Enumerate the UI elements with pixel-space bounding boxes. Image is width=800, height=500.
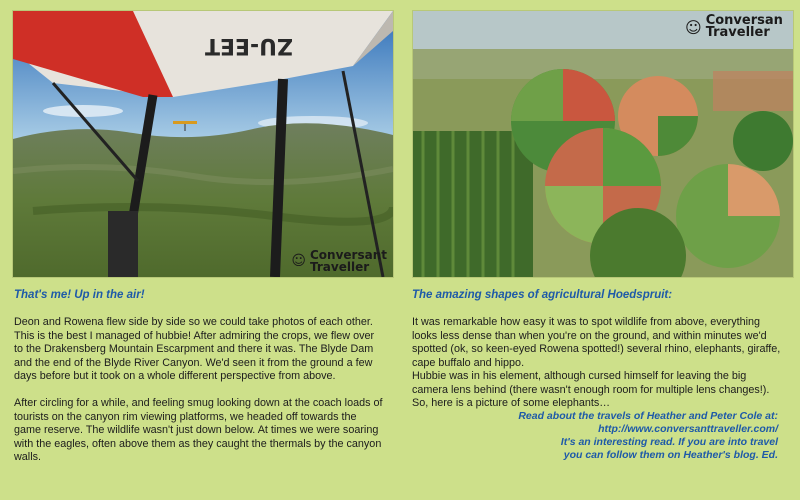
left-paragraph-2: After circling for a while, and feeling smug looking down at the coach loads of tourists on the canyon rim viewing platforms, we headed off towards the game reserve. The wildlife wasn't just down below. At times we were soaring with the eagles, often above them as they caught the thermals by the canyon walls. <box>14 397 383 464</box>
farmland-photo <box>412 10 794 278</box>
left-caption: That's me! Up in the air! <box>14 289 145 301</box>
right-paragraph-2: Hubbie was in his element, although cursed himself for leaving the big camera lens behind (there wasn't enough room for multiple lens changes!). So, here is a picture of some elephants… <box>412 370 770 410</box>
left-column <box>0 0 390 500</box>
credits-line: Read about the travels of Heather and Peter Cole at: <box>518 410 778 422</box>
credits-line: you can follow them on Heather's blog. Ed. <box>563 449 778 461</box>
watermark-logo: ☺ Conversant Traveller <box>291 248 387 274</box>
website-link[interactable]: http://www.conversanttraveller.com/ <box>598 423 778 435</box>
left-paragraph-1: Deon and Rowena flew side by side so we could take photos of each other. This is the best I managed of hubbie! After admiring the crops, we flew over to the Drakensberg Mountain Escarpment and there it was. The Blyde Dam and the end of the Blyde River Canyon. We'd seen it from the ground a few days before but it took on a whole different perspective from above. <box>14 316 375 383</box>
globe-icon: ☺ <box>291 252 306 269</box>
right-caption: The amazing shapes of agricultural Hoedspruit: <box>412 289 673 301</box>
credits-line: It's an interesting read. If you are into travel <box>560 436 778 448</box>
farmland-scene <box>413 11 793 277</box>
right-paragraph-1: It was remarkable how easy it was to spot wildlife from above, everything looks less dense than when you're on the ground, and within minutes we'd spotted (ok, so keen-eyed Rowena spotted!) several rhino, elephants, giraffe, cape buffalo and hippo. <box>412 316 781 369</box>
credits-block <box>518 410 778 462</box>
svg-text:ZU-EET: ZU-EET <box>204 33 293 58</box>
watermark-logo: ☺ Conversan Traveller <box>685 13 783 41</box>
right-column <box>400 0 790 500</box>
microlight-scene <box>13 11 393 277</box>
globe-icon: ☺ <box>685 17 702 37</box>
microlight-photo <box>12 10 394 278</box>
